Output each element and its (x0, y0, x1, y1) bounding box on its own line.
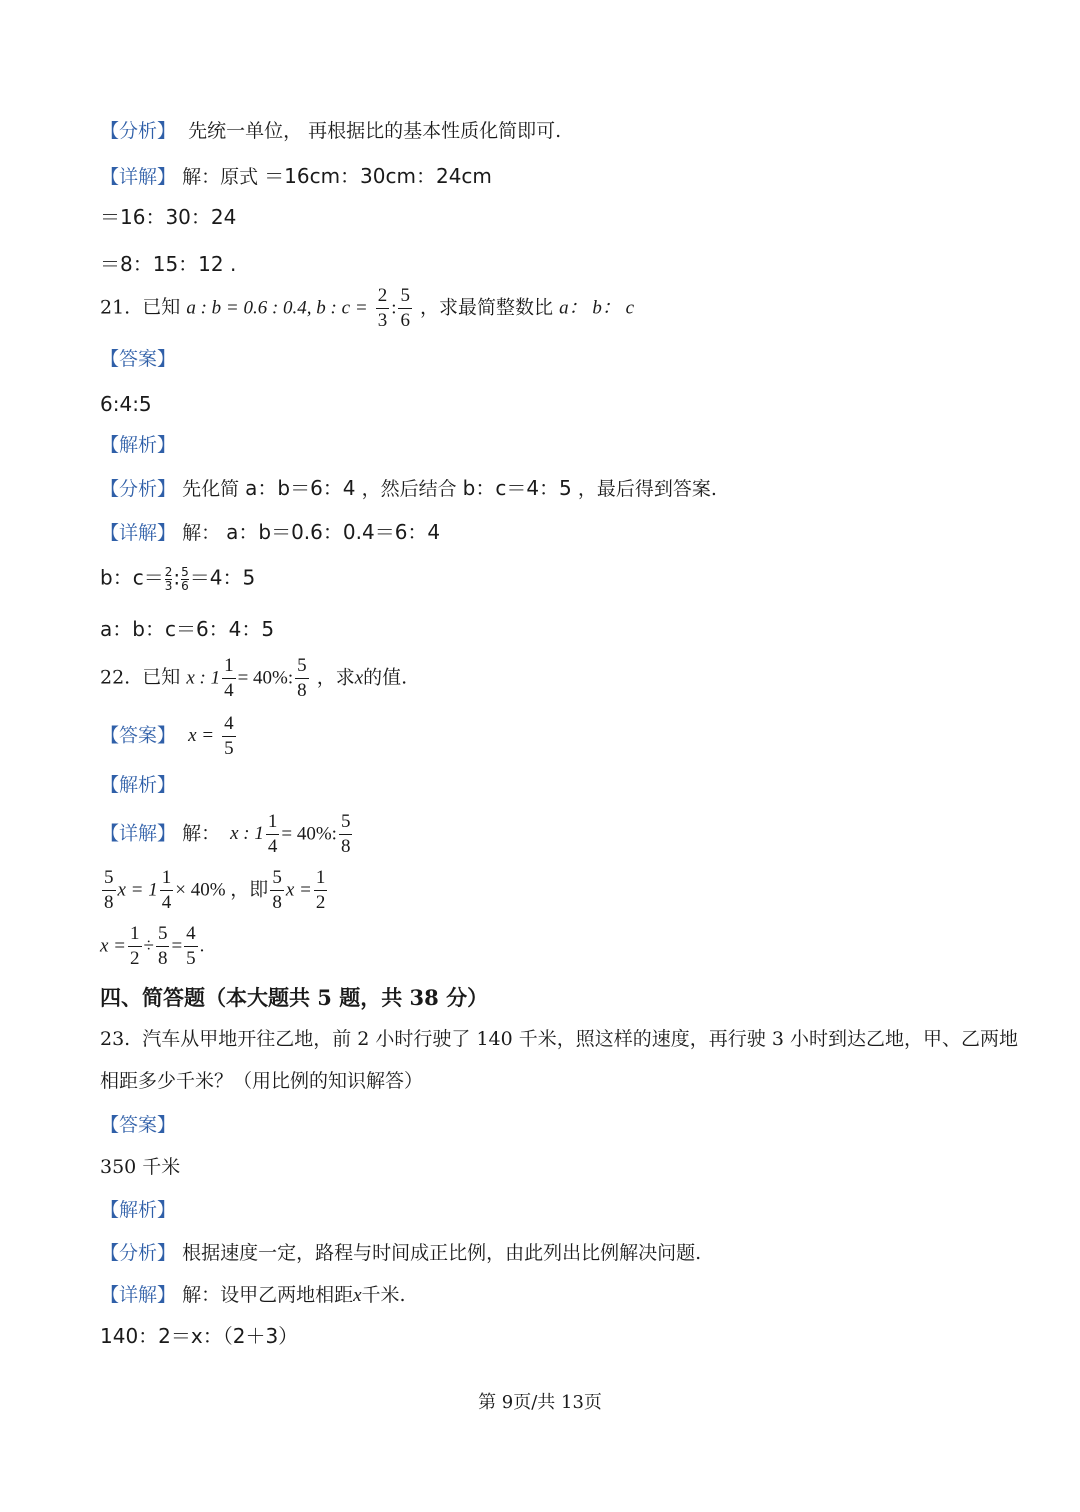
analysis-tag: 【分析】 (100, 120, 177, 142)
q22-fraction-5-8: $\frac{5}{8}$ (297, 655, 307, 701)
q20-analysis-line (100, 122, 561, 141)
q22-detail-line1: 【详解】 解： x : 1 $\frac{1}{4}$ = 40%: $\frac{5}{8}$ (100, 811, 351, 857)
q21-prompt-prefix: 已知 (142, 296, 181, 319)
q21-jiexi-tag: 【解析】 (100, 434, 177, 456)
q22-detail-line2: $\frac{5}{8}$ x = 1 $\frac{1}{4}$ × 40% ，即 $\frac{5}{8}$ x = $\frac{1}{2}$ (104, 867, 326, 913)
q20-detail-prefix: 解：原式 (182, 166, 259, 188)
analysis-tag: 【分析】 (100, 478, 177, 500)
section-title: 四、简答题（本大题共 5 题，共 38 分） (100, 985, 489, 1010)
q21-fraction-5-6: $\frac{5}{6}$ (400, 285, 410, 331)
q23-equation: 140：2＝x：（2＋3） (100, 1324, 299, 1348)
q23-detail-line: 【详解】 解：设甲乙两地相距x千米. (100, 1284, 406, 1306)
q21-answer-tag: 【答案】 (100, 348, 177, 370)
q21-prompt-suffix: ，求最简整数比 (420, 296, 554, 319)
detail-tag: 【详解】 (100, 822, 177, 845)
q21-number: 21. (100, 296, 131, 319)
q21-expr-left: a : b = 0.6 : 0.4, b : c = (186, 297, 368, 319)
q21-detail-line (100, 522, 440, 543)
q21-target: a： b： c (559, 297, 635, 319)
q21-small-fraction-5-6: $\frac{5}{6}$ (181, 565, 189, 593)
q21-detail-line3: a：b：c＝6：4：5 (100, 617, 275, 641)
q21-analysis-post: ，最后得到答案. (577, 478, 717, 500)
q21-analysis-line (100, 478, 717, 499)
q23-jiexi-tag: 【解析】 (100, 1199, 177, 1221)
q20-analysis-text: 先统一单位， 再根据比的基本性质化简即可. (188, 120, 562, 142)
q23-analysis-line: 【分析】 根据速度一定，路程与时间成正比例，由此列出比例解决问题. (100, 1242, 702, 1264)
q21-prompt: 21. 已知 a : b = 0.6 : 0.4, b : c = $\frac{2}{3}$ : $\frac{5}{6}$ ，求最简整数比 a： b： c (100, 285, 635, 331)
q20-step2: ＝8：15：12 . (100, 252, 237, 276)
q21-analysis-mid: ，然后结合 (361, 478, 457, 500)
q22-answer-fraction: $\frac{4}{5}$ (224, 713, 234, 759)
q22-prompt-prefix: 已知 (142, 666, 181, 689)
q20-detail-expr: ＝16cm：30cm：24cm (264, 164, 492, 188)
analysis-tag: 【分析】 (100, 1242, 177, 1264)
q21-detail-line1: a：b＝0.6：0.4＝6：4 (226, 520, 441, 544)
q21-fraction-2-3: $\frac{2}{3}$ (377, 285, 388, 331)
q23-prompt-line2: 相距多少千米？（用比例的知识解答） (100, 1070, 424, 1092)
q23-prompt-line1: 23. 汽车从甲地开往乙地，前 2 小时行驶了 140 千米，照这样的速度，再行驶 3 小时到达乙地，甲、乙两地 (100, 1028, 1018, 1050)
q23-number: 23. (100, 1028, 131, 1050)
detail-tag: 【详解】 (100, 1284, 177, 1306)
q21-small-fraction-2-3: $\frac{2}{3}$ (164, 565, 173, 593)
q21-analysis-expr2: b：c＝4：5 (462, 476, 572, 500)
q22-jiexi-tag: 【解析】 (100, 774, 177, 796)
q22-prompt: 22. 已知 x : 1 $\frac{1}{4}$ = 40%: $\frac{5}{8}$ ，求x的值. (100, 655, 408, 701)
q21-detail-line2: b：c＝ $\frac{2}{3}$ : $\frac{5}{6}$ ＝4：5 (100, 565, 256, 593)
q21-detail-prefix: 解： (182, 522, 221, 544)
q22-answer-line: 【答案】 x = $\frac{4}{5}$ (100, 713, 234, 759)
q23-answer: 350 千米 (100, 1156, 181, 1178)
detail-tag: 【详解】 (100, 166, 177, 188)
q20-detail-line (100, 166, 492, 187)
q21-answer: 6:4:5 (100, 392, 152, 416)
q22-mixed-fraction: $\frac{1}{4}$ (224, 655, 234, 701)
q21-analysis-expr1: a：b＝6：4 (245, 476, 356, 500)
q21-analysis-pre: 先化简 (182, 478, 240, 500)
q20-step1: ＝16：30：24 (100, 205, 237, 229)
answer-tag: 【答案】 (100, 724, 177, 747)
q22-detail-line3: x = $\frac{1}{2}$ ÷ $\frac{5}{8}$ = $\frac{4}{5}$ . (100, 923, 205, 969)
q22-number: 22. (100, 666, 131, 689)
page-footer: 第 9页/共 13页 (478, 1392, 602, 1413)
q23-answer-tag: 【答案】 (100, 1114, 177, 1136)
detail-tag: 【详解】 (100, 522, 177, 544)
